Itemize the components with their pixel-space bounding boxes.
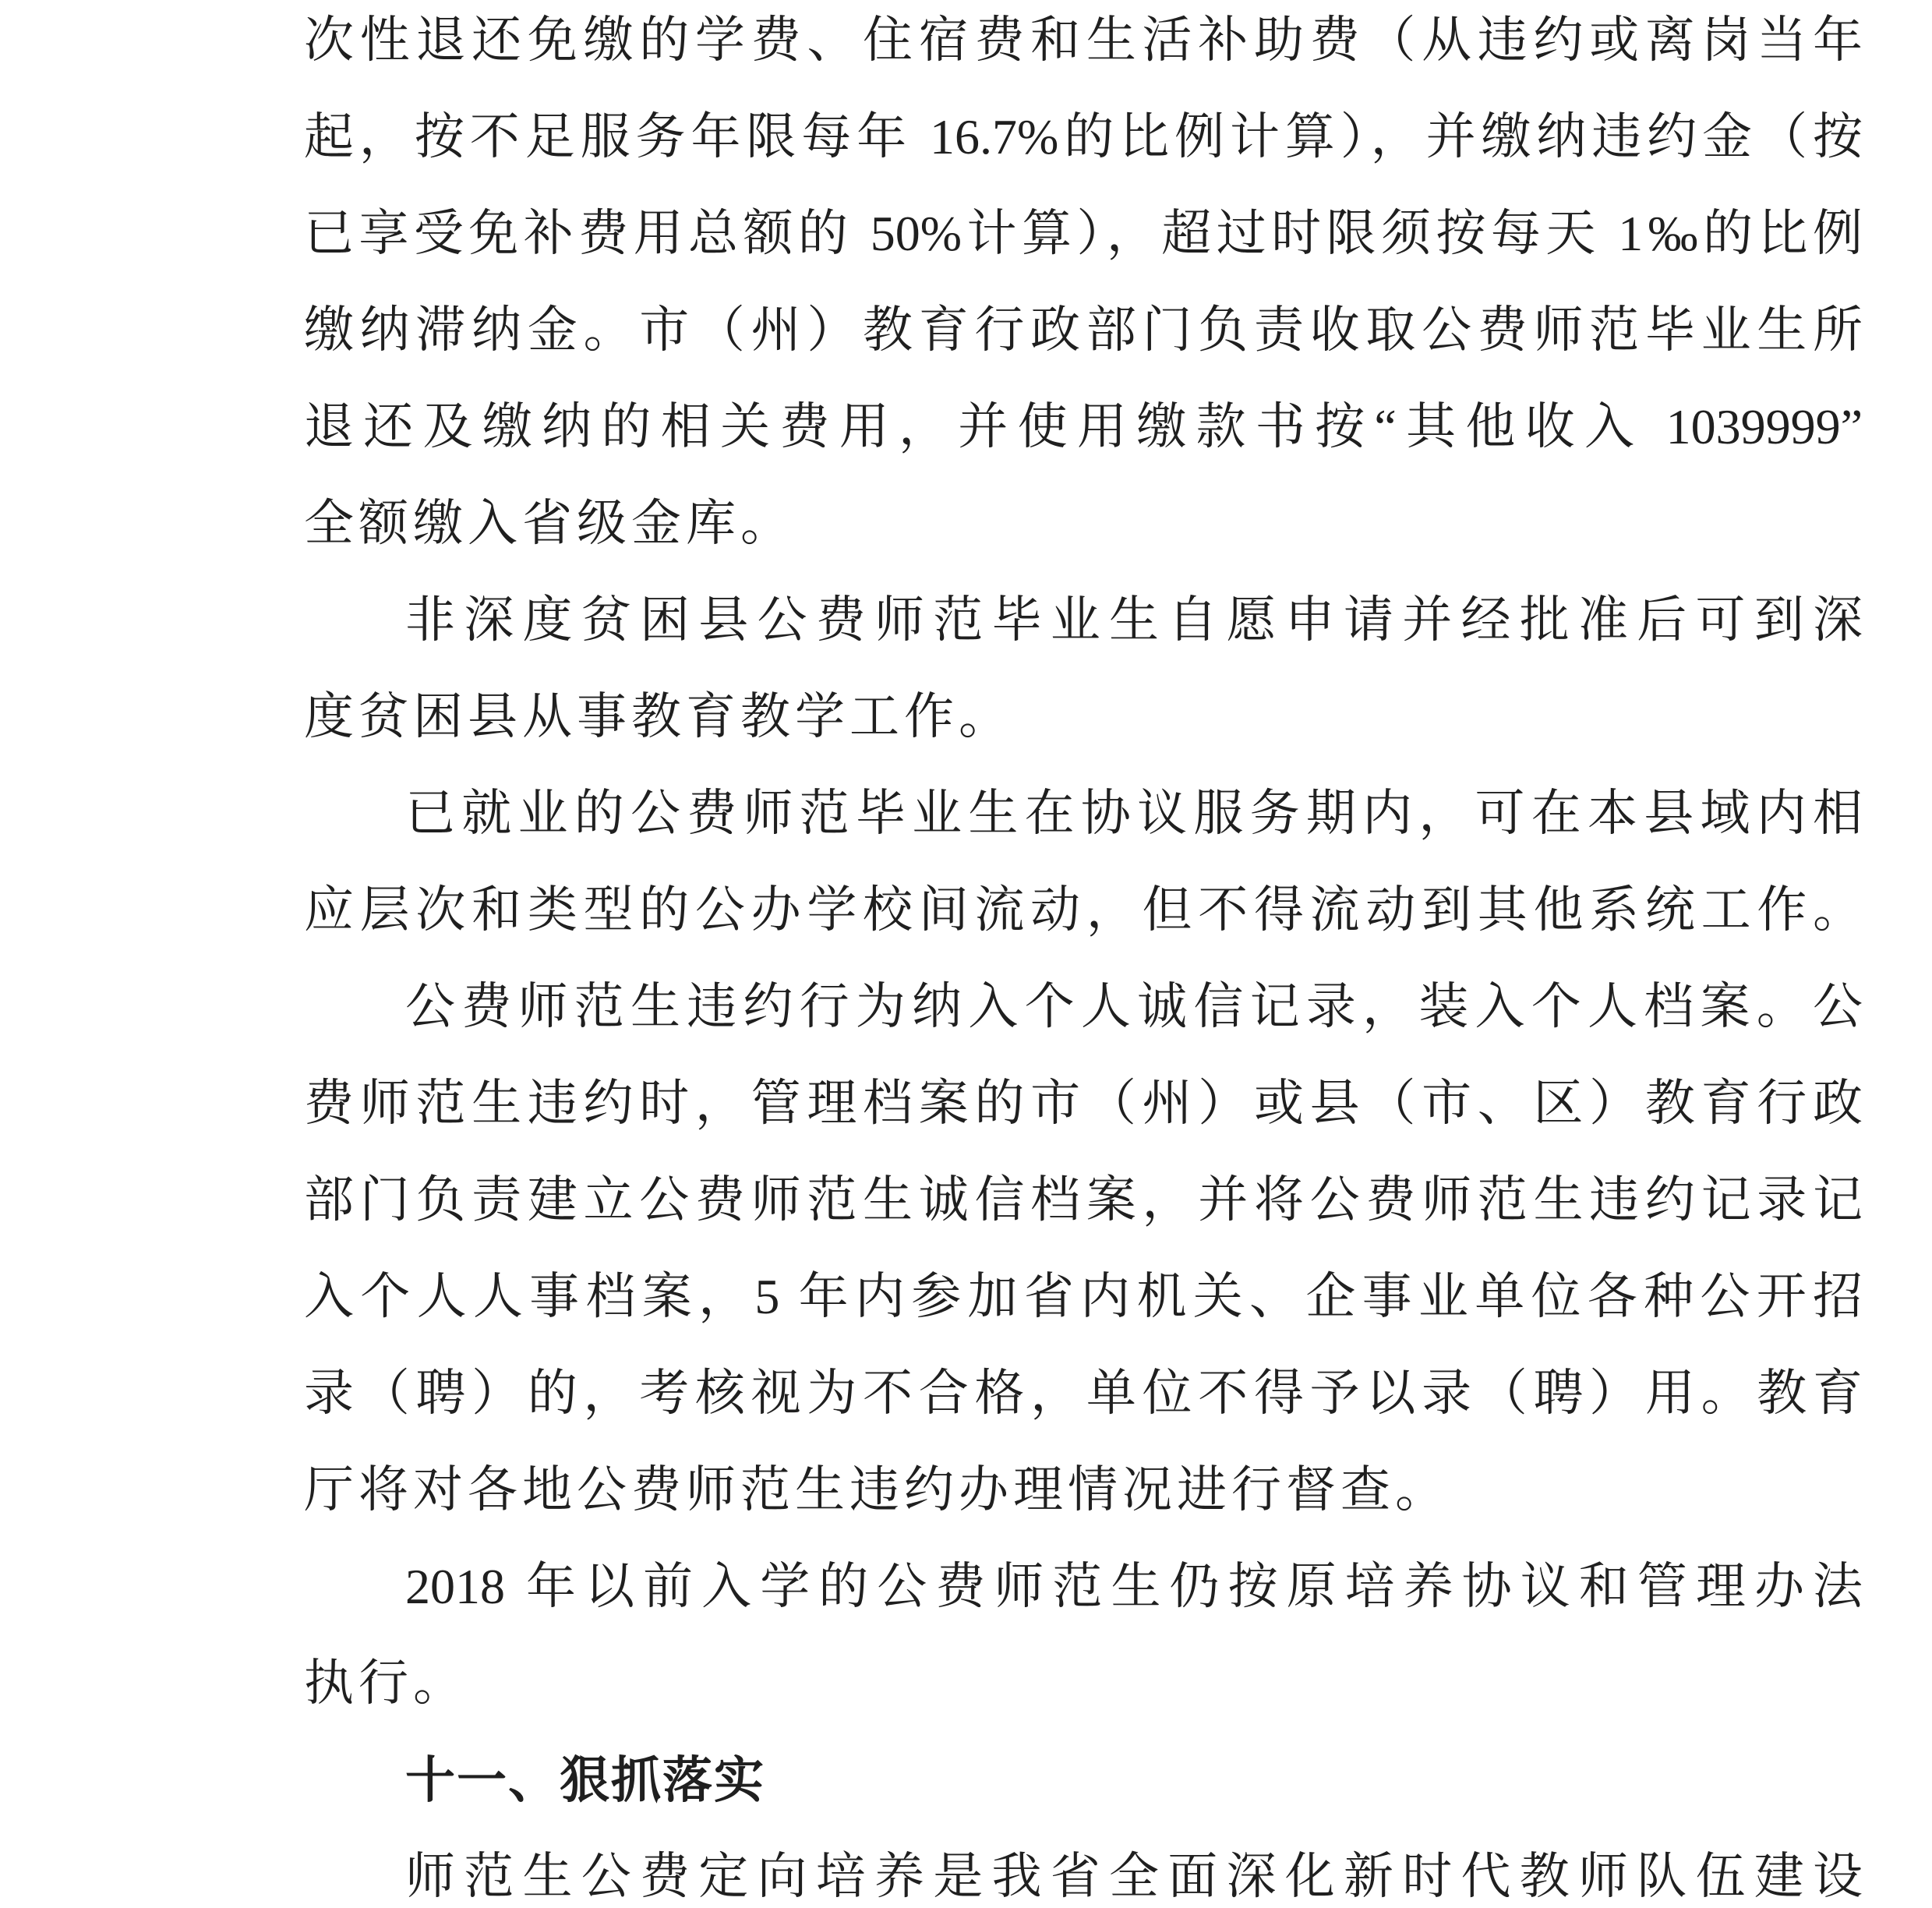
- text-line: 费师范生违约时，管理档案的市（州）或县（市、区）教育行政: [304, 1076, 1863, 1131]
- text-line: 缴纳滞纳金。市（州）教育行政部门负责收取公费师范毕业生所: [304, 302, 1863, 358]
- text-line: 非深度贫困县公费师范毕业生自愿申请并经批准后可到深: [405, 592, 1863, 648]
- text-line: 已享受免补费用总额的 50%计算），超过时限须按每天 1‰的比例: [304, 206, 1863, 261]
- text-line: 全额缴入省级金库。: [304, 496, 795, 551]
- text-line: 应层次和类型的公办学校间流动，但不得流动到其他系统工作。: [304, 882, 1863, 938]
- text-line: 部门负责建立公费师范生诚信档案，并将公费师范生违约记录记: [304, 1172, 1863, 1228]
- text-line: 录（聘）的，考核视为不合格，单位不得予以录（聘）用。教育: [304, 1366, 1863, 1421]
- text-line: 已就业的公费师范毕业生在协议服务期内，可在本县域内相: [405, 786, 1863, 841]
- text-line: 执行。: [304, 1655, 468, 1711]
- text-line: 厅将对各地公费师范生违约办理情况进行督查。: [304, 1462, 1450, 1518]
- document-text: [304, 0, 1863, 1908]
- text-line: 度贫困县从事教育教学工作。: [304, 689, 1013, 744]
- text-line: 2018 年以前入学的公费师范生仍按原培养协议和管理办法: [405, 1559, 1863, 1614]
- text-line: 公费师范生违约行为纳入个人诚信记录，装入个人档案。公: [405, 979, 1863, 1034]
- text-line: 次性退还免缴的学费、住宿费和生活补助费（从违约或离岗当年: [304, 12, 1863, 68]
- text-line: 起，按不足服务年限每年 16.7%的比例计算），并缴纳违约金（按: [304, 109, 1863, 164]
- text-line: 师范生公费定向培养是我省全面深化新时代教师队伍建设: [405, 1849, 1863, 1904]
- text-line: 入个人人事档案，5 年内参加省内机关、企事业单位各种公开招: [304, 1269, 1863, 1324]
- text-line: 退还及缴纳的相关费用，并使用缴款书按“其他收入 1039999”: [304, 399, 1863, 454]
- section-heading: 十一、狠抓落实: [405, 1752, 765, 1808]
